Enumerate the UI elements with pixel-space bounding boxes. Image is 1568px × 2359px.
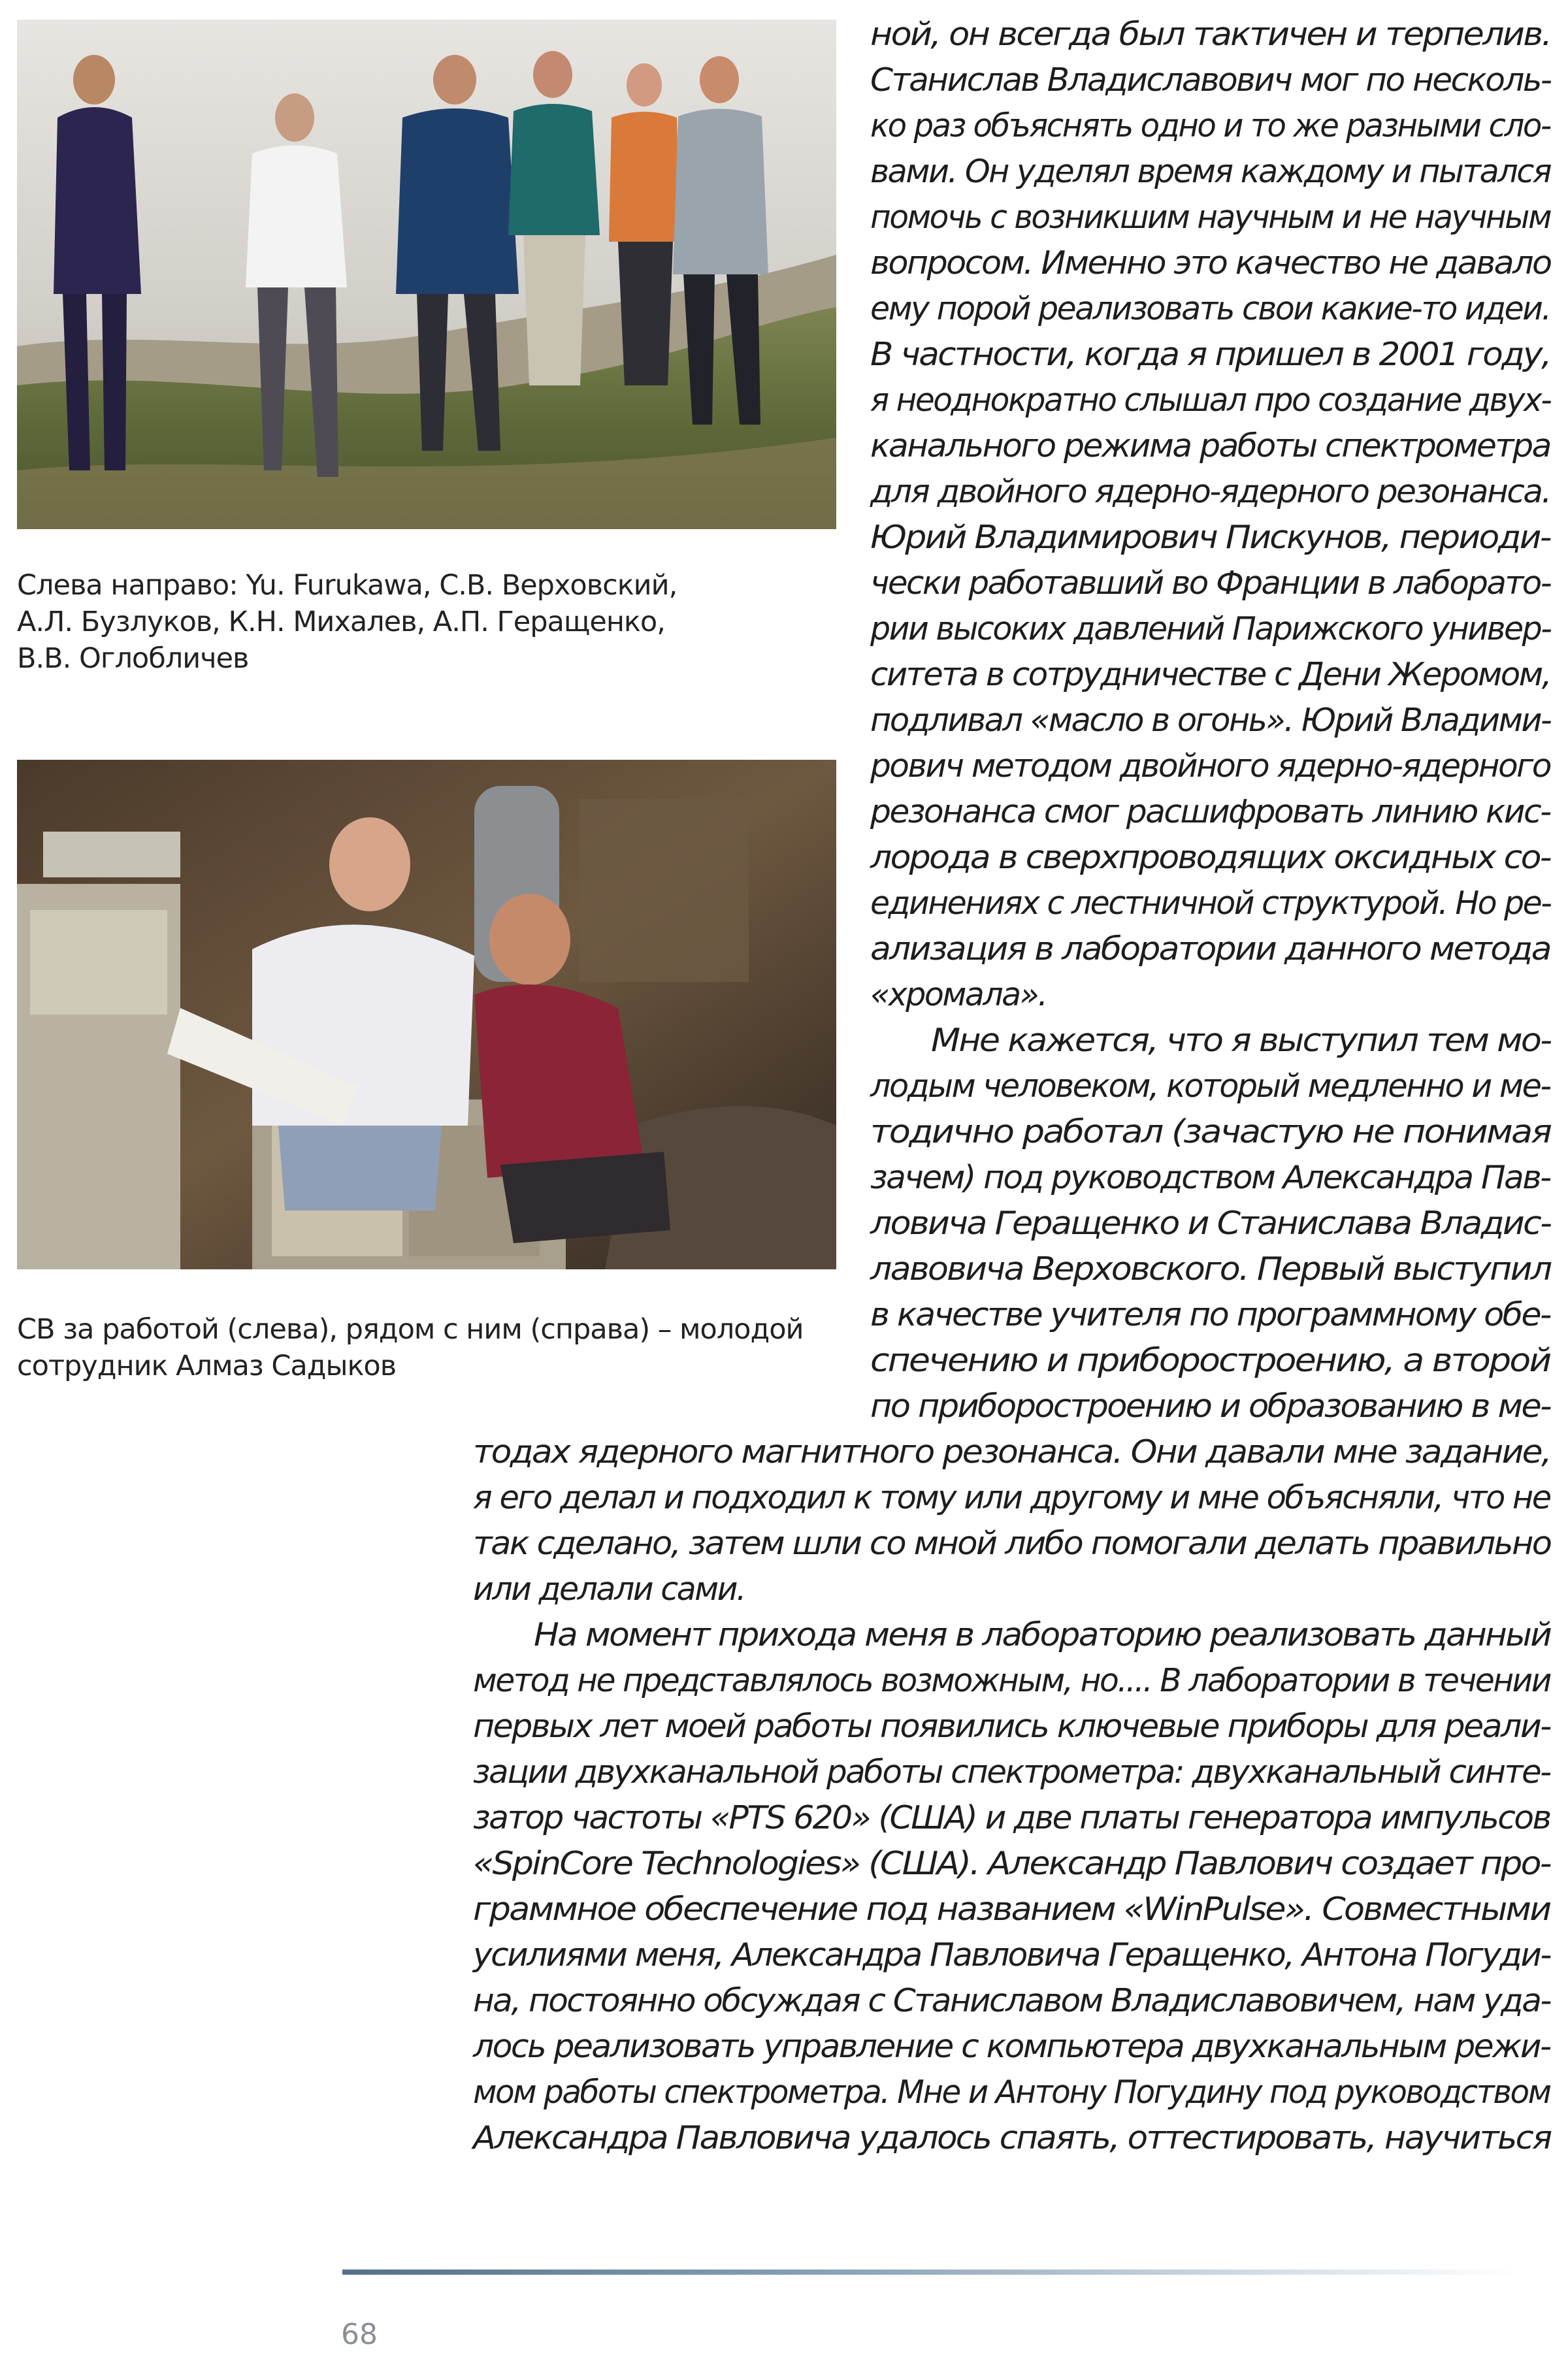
- body-text-line: помочь с возникшим научным и не научным: [870, 199, 1551, 236]
- body-text-line: лавовича Верховского. Первый выступил: [870, 1250, 1551, 1288]
- body-text-line: «SpinCore Technologies» (США). Александр Павлович создает про-: [473, 1845, 1550, 1882]
- body-text-line: усилиями меня, Александра Павловича Геращенко, Антона Погуди-: [473, 1936, 1550, 1974]
- body-text-line: на, постоянно обсуждая с Станиславом Владиславовичем, нам уда-: [473, 1982, 1550, 2019]
- body-text-line: тодах ядерного магнитного резонанса. Они давали мне задание,: [473, 1433, 1550, 1471]
- body-text-line: вопросом. Именно это качество не давало: [870, 244, 1551, 282]
- caption-line: сотрудник Алмаз Садыков: [17, 1350, 397, 1382]
- photo-caption-group: [17, 567, 836, 677]
- body-text-line: В частности, когда я пришел в 2001 году,: [870, 336, 1550, 373]
- body-text-line: по приборостроению и образованию в ме-: [870, 1388, 1550, 1425]
- body-text-line: метод не представлялось возможным, но.... В лаборатории в течении: [473, 1662, 1550, 1699]
- body-text-line: первых лет моей работы появились ключевые приборы для реали-: [473, 1708, 1550, 1745]
- caption-line: А.Л. Бузлуков, К.Н. Михалев, А.П. Геращенко,: [17, 606, 665, 638]
- group-photo-lakeside-image: [17, 20, 836, 529]
- body-text-line: чески работавший во Франции в лаборато-: [870, 564, 1551, 602]
- caption-line: В.В. Оглобличев: [17, 642, 249, 675]
- caption-line: СВ за работой (слева), рядом с ним (справа) – молодой: [17, 1313, 804, 1346]
- footer-rule: [342, 2270, 1518, 2275]
- body-text-line: вами. Он уделял время каждому и пытался: [870, 153, 1551, 190]
- body-text-line: Станислав Владиславович мог по несколь-: [870, 61, 1551, 99]
- caption-line: Слева направо: Yu. Furukawa, С.В. Верховский,: [17, 569, 678, 602]
- body-text-line: рович методом двойного ядерно-ядерного: [870, 747, 1550, 785]
- body-text-line: затор частоты «PTS 620» (США) и две платы генератора импульсов: [473, 1799, 1550, 1836]
- body-text-line: я неоднократно слышал про создание двух-: [870, 382, 1551, 419]
- body-text-line: в качестве учителя по программному обе-: [870, 1296, 1550, 1333]
- body-text-line: Александра Павловича удалось спаять, оттестировать, научиться: [473, 2119, 1551, 2156]
- photo-caption-lab: [17, 1311, 836, 1384]
- body-text-line: подливал «масло в огонь». Юрий Владими-: [870, 702, 1551, 739]
- body-text-line: для двойного ядерно-ядерного резонанса.: [870, 473, 1550, 510]
- body-text-line: или делали сами.: [473, 1570, 745, 1608]
- body-text-line: лорода в сверхпроводящих оксидных со-: [870, 839, 1550, 876]
- body-text-line: так сделано, затем шли со мной либо помогали делать правильно: [473, 1525, 1551, 1562]
- body-text-line: ализация в лаборатории данного метода: [870, 930, 1550, 968]
- body-text-line: мом работы спектрометра. Мне и Антону Погудину под руководством: [473, 2074, 1550, 2111]
- group-photo-lakeside: [17, 20, 836, 529]
- body-text-line: лось реализовать управление с компьютера двухканальным режи-: [473, 2028, 1550, 2065]
- body-text-line: зации двухканальной работы спектрометра: двухканальный синте-: [473, 1753, 1550, 1791]
- body-text-line: ной, он всегда был тактичен и терпелив.: [870, 16, 1551, 53]
- body-text-line: спечению и приборостроению, а второй: [870, 1342, 1550, 1379]
- body-text-line: единениях с лестничной структурой. Но ре-: [870, 885, 1551, 922]
- body-text-line: На момент прихода меня в лабораторию реализовать данный: [534, 1616, 1551, 1653]
- body-text-line: Юрий Владимирович Пискунов, периоди-: [870, 519, 1550, 556]
- body-text-line: канального режима работы спектрометра: [870, 427, 1550, 464]
- body-text-line: лодым человеком, который медленно и ме-: [870, 1067, 1550, 1105]
- body-text-line: зачем) под руководством Александра Пав-: [870, 1159, 1550, 1196]
- body-text-line: рии высоких давлений Парижского универ-: [870, 610, 1551, 647]
- body-text-line: я его делал и подходил к тому или другому и мне объясняли, что не: [473, 1479, 1550, 1516]
- lab-work-photo: [17, 760, 836, 1269]
- body-text-line: ко раз объяснять одно и то же разными сло-: [870, 107, 1550, 144]
- page-number: 68: [341, 2318, 378, 2351]
- body-text-line: резонанса смог расшифровать линию кис-: [870, 793, 1550, 830]
- body-text-line: «хромала».: [870, 976, 1047, 1013]
- body-text-line: тодично работал (зачастую не понимая: [870, 1113, 1551, 1150]
- body-text-line: граммное обеспечение под названием «WinPulse». Совместными: [473, 1891, 1550, 1928]
- lab-work-photo-image: [17, 760, 836, 1269]
- body-text-line: ему порой реализовать свои какие-то идеи.: [870, 290, 1550, 327]
- body-text-line: Мне кажется, что я выступил тем мо-: [931, 1022, 1551, 1059]
- body-text-line: ловича Геращенко и Станислава Владис-: [870, 1205, 1551, 1242]
- body-text-line: ситета в сотрудничестве с Дени Жеромом,: [870, 656, 1550, 693]
